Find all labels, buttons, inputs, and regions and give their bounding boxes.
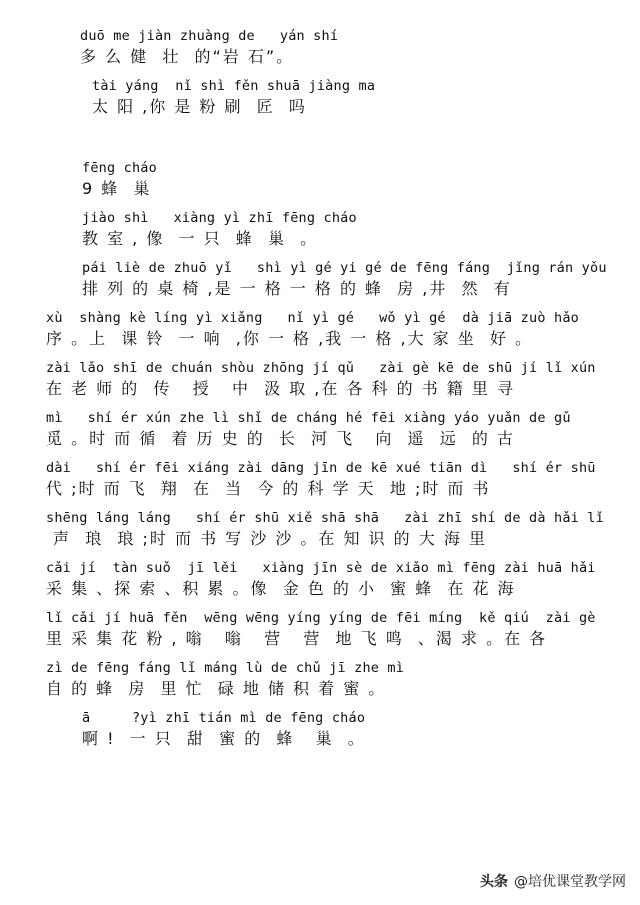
pinyin-line: tài yáng nǐ shì fěn shuā jiàng ma: [92, 78, 376, 94]
watermark-text: @培优课堂教学网: [514, 874, 626, 890]
hanzi-line: 自 的 蜂 房 里 忙 碌 地 储 积 着 蜜 。: [46, 679, 387, 698]
pinyin-line: duō me jiàn zhuàng de yán shí: [80, 28, 339, 44]
hanzi-line: 声 琅 琅 ;时 而 书 写 沙 沙 。在 知 识 的 大 海 里: [46, 529, 487, 548]
pinyin-line: shēng láng láng shí ér shū xiě shā shā zài zhī shí de dà hǎi lǐ: [46, 510, 604, 526]
pinyin-line: mì shí ér xún zhe lì shǐ de cháng hé fēi xiàng yáo yuǎn de gǔ: [46, 410, 571, 426]
pinyin-line: xù shàng kè líng yì xiǎng nǐ yì gé wǒ yì gé dà jiā zuò hǎo: [46, 310, 579, 326]
hanzi-line: 多 么 健 壮 的“岩 石”。: [80, 47, 295, 66]
pinyin-line: jiào shì xiàng yì zhī fēng cháo: [82, 210, 357, 226]
watermark: [480, 871, 626, 891]
pinyin-line: cǎi jí tàn suǒ jī lěi xiàng jīn sè de xiǎo mì fēng zài huā hǎi: [46, 560, 596, 576]
pinyin-line: lǐ cǎi jí huā fěn wēng wēng yíng yíng de fēi míng kě qiú zài gè: [46, 610, 596, 626]
pinyin-line: pái liè de zhuō yǐ shì yì gé yi gé de fēng fáng jǐng rán yǒu: [82, 260, 607, 276]
hanzi-line: 采 集 、探 索 、积 累 。像 金 色 的 小 蜜 蜂 在 花 海: [46, 579, 516, 598]
hanzi-line: 太 阳 ,你 是 粉 刷 匠 吗: [92, 97, 307, 116]
pinyin-line: fēng cháo: [82, 160, 157, 176]
pinyin-line: zài lǎo shī de chuán shòu zhōng jí qǔ zài gè kē de shū jí lǐ xún: [46, 360, 596, 376]
hanzi-line: 教 室 , 像 一 只 蜂 巢 。: [82, 229, 319, 248]
pinyin-line: ā ?yì zhī tián mì de fēng cháo: [82, 710, 366, 726]
hanzi-line: 觅 。时 而 循 着 历 史 的 长 河 飞 向 遥 远 的 古: [46, 429, 515, 448]
pinyin-line: dài shí ér fēi xiáng zài dāng jīn de kē xué tiān dì shí ér shū: [46, 460, 596, 476]
hanzi-line: 啊 ! 一 只 甜 蜜 的 蜂 巢 。: [82, 729, 366, 748]
hanzi-line: 代 ;时 而 飞 翔 在 当 今 的 科 学 天 地 ;时 而 书: [46, 479, 491, 498]
hanzi-line: 序 。上 课 铃 一 响 ,你 一 格 ,我 一 格 ,大 家 坐 好 。: [46, 329, 533, 348]
pinyin-line: zì de fēng fáng lǐ máng lù de chǔ jī zhe mì: [46, 660, 405, 676]
hanzi-line: 在 老 师 的 传 授 中 汲 取 ,在 各 科 的 书 籍 里 寻: [46, 379, 515, 398]
watermark-logo: 头条: [480, 874, 508, 890]
hanzi-line: 里 采 集 花 粉 , 嗡 嗡 营 营 地 飞 鸣 、渴 求 。在 各: [46, 629, 548, 648]
hanzi-line: 排 列 的 桌 椅 ,是 一 格 一 格 的 蜂 房 ,井 然 有: [82, 279, 512, 298]
hanzi-line: 9 蜂 巢: [82, 179, 152, 198]
